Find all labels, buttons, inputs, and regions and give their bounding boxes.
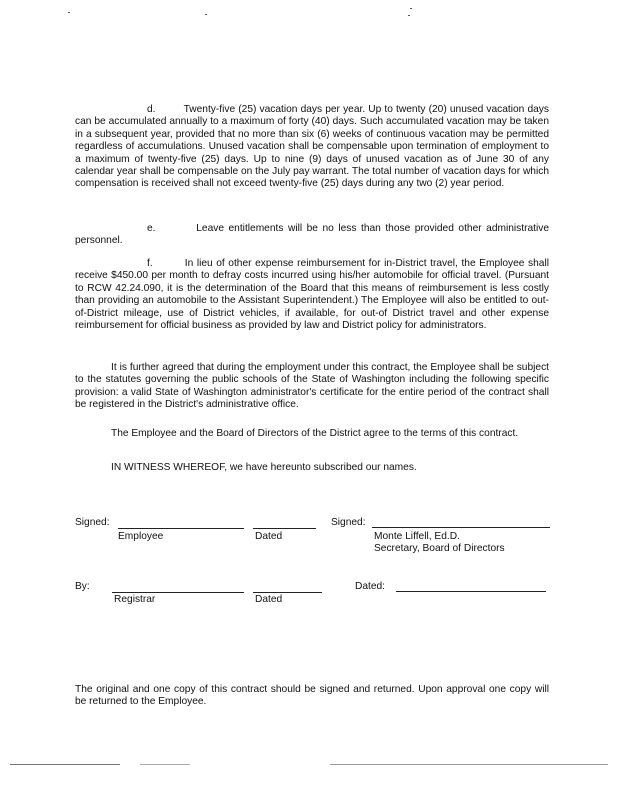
registrar-date-line [253,592,322,593]
scan-bottom-rule [330,764,608,765]
paragraph-f-travel: f. In lieu of other expense reimbursement for in-District travel, the Employee shall receive $450.00 per month to defray costs incurred using his/her automobile for official travel. (Pursuant to RCW 42.24.090, it is the determination of the Board that this means of reimbursement is less costly than providing an automobile to the Assistant Superintendent.) The Employee will also be entitled to out-of-District mileage, use of District vehicles, if available, for out-of District travel and other expense reimbursement for official business as provided by law and District policy for administrators. [75,258,549,332]
secretary-signature-line [372,527,550,528]
dated-label-right: Dated: [355,581,386,592]
paragraph-e-leave: e. Leave entitlements will be no less than those provided other administrative personnel. [75,223,549,247]
registrar-caption: Registrar [114,594,156,605]
signed-label-right: Signed: [331,517,366,528]
employee-caption: Employee [118,531,164,542]
dated-caption-2: Dated [255,594,283,605]
signed-label-left: Signed: [75,517,110,528]
employee-signature-line [118,528,244,529]
scan-speck [408,15,410,16]
secretary-name: Monte Liffell, Ed.D. [374,531,460,542]
scan-bottom-rule [10,764,120,765]
registrar-signature-line [112,592,244,593]
scan-bottom-rule [140,764,190,765]
secretary-date-line [396,591,546,592]
by-label: By: [75,581,90,592]
paragraph-witness: IN WITNESS WHEREOF, we have hereunto subscribed our names. [111,462,417,473]
secretary-title: Secretary, Board of Directors [374,543,505,554]
employee-date-line [253,528,316,529]
paragraph-agreement: The Employee and the Board of Directors of the District agree to the terms of this contract. [111,428,519,439]
return-instructions: The original and one copy of this contract should be signed and returned. Upon approval one copy will be returned to the Employee. [75,684,549,708]
scan-speck [410,8,412,9]
dated-caption-1: Dated [255,531,283,542]
scan-speck [68,12,70,13]
paragraph-d-vacation: d. Twenty-five (25) vacation days per year. Up to twenty (20) unused vacation days can be accumulated annually to a maximum of forty (40) days. Such accumulated vacation may be taken in a subsequent year, provided that no more than six (6) weeks of continuous vacation may be permitted regardless of accumulations. Unused vacation shall be compensable upon termination of employment to a maximum of twenty-five (25) days. Up to nine (9) days of unused vacation as of June 30 of any calendar year shall be compensable on the July pay warrant. The total number of vacation days for which compensation is received shall not exceed twenty-five (25) days during any two (2) year period. [75,104,549,190]
paragraph-further-agreed: It is further agreed that during the employment under this contract, the Employee shall be subject to the statutes governing the public schools of the State of Washington including the following specific provision: a valid State of Washington administrator's certificate for the entire period of the contract shall be registered in the District's administrative office. [75,362,549,411]
scan-speck [205,14,207,15]
